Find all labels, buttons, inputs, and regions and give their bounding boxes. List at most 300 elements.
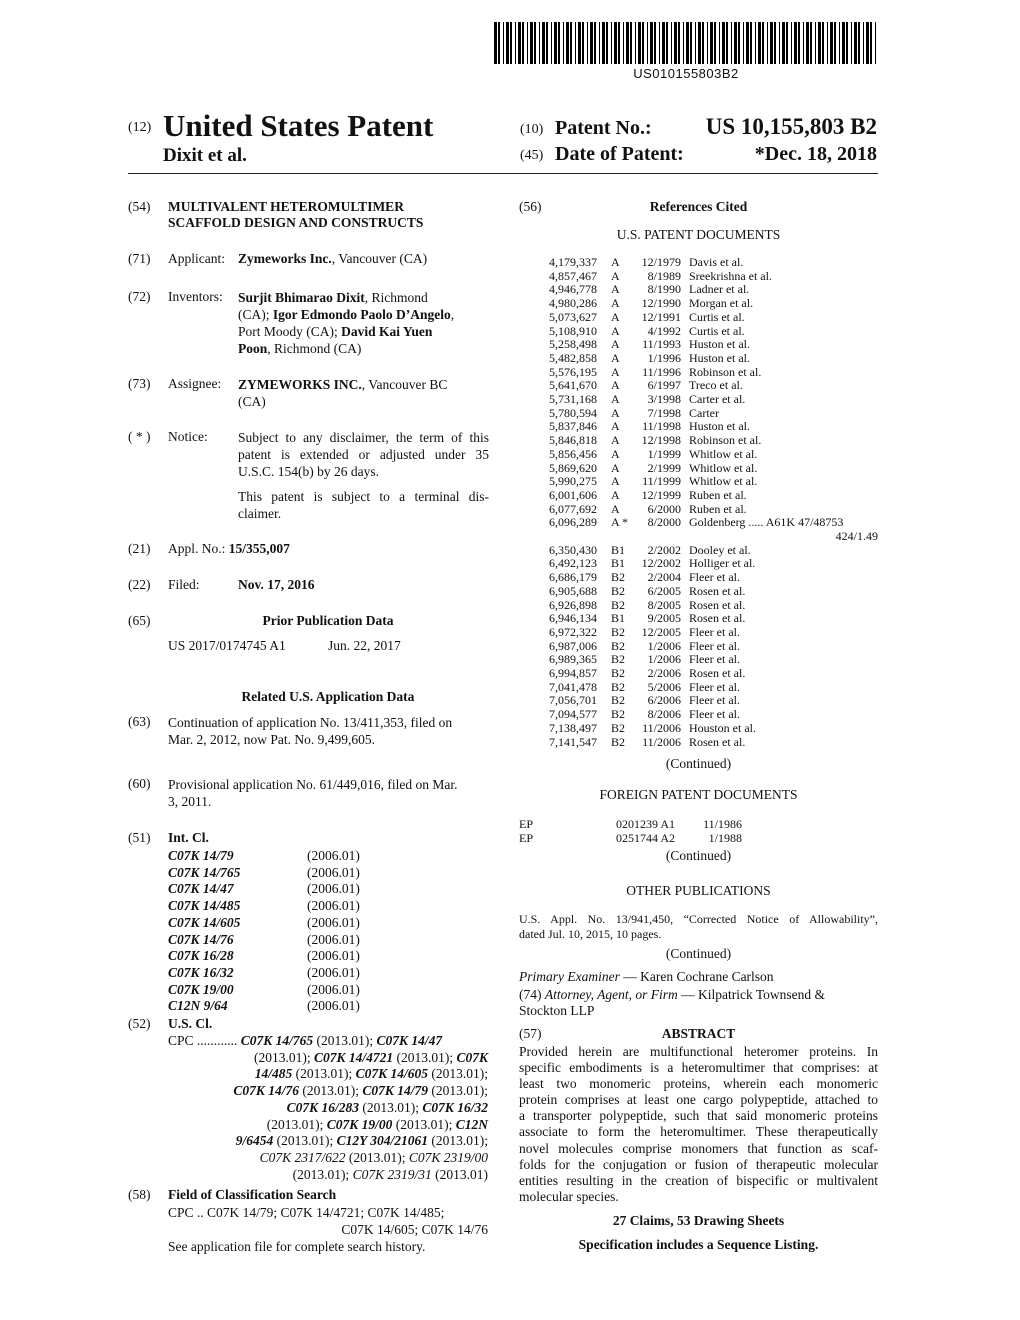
barcode-bar bbox=[870, 22, 872, 64]
barcode-bar bbox=[806, 22, 809, 64]
foreign-reference-c: EP bbox=[519, 817, 534, 831]
us-reference-row bbox=[549, 489, 889, 503]
barcode-bar bbox=[618, 22, 620, 64]
prior-pub-number: US 2017/0174745 A1 bbox=[168, 638, 286, 653]
inventor-2-loc: Port Moody (CA); bbox=[238, 324, 342, 339]
foreign-reference-no: 0201239 A1 bbox=[616, 817, 676, 831]
cpc-8-ver: (2013.01); bbox=[358, 1099, 423, 1115]
barcode-bar bbox=[863, 22, 864, 64]
cpc-7: C07K 14/79 bbox=[362, 1083, 428, 1099]
abstract-text bbox=[519, 1044, 878, 1205]
us-reference-k: B1 bbox=[611, 542, 626, 557]
us-reference-no: 6,686,179 bbox=[549, 570, 597, 585]
us-reference-k: A bbox=[611, 474, 620, 489]
filed-date: Nov. 17, 2016 bbox=[238, 577, 315, 592]
us-reference-k: B1 bbox=[611, 611, 626, 626]
us-reference-row bbox=[549, 516, 889, 530]
us-reference-row bbox=[549, 626, 889, 640]
barcode-bar bbox=[602, 22, 605, 64]
us-reference-date: 2/1999 bbox=[647, 460, 681, 475]
us-reference-date: 12/1979 bbox=[641, 255, 681, 269]
cpc-1: C07K 14/765 bbox=[240, 1033, 314, 1048]
cpc-2: C07K 14/47 bbox=[376, 1033, 443, 1048]
barcode-bar bbox=[638, 22, 641, 64]
int-cl-class: C07K 14/47 bbox=[168, 881, 234, 897]
prior-pub-date: Jun. 22, 2017 bbox=[328, 638, 401, 653]
us-reference-name: Holliger et al. bbox=[689, 556, 756, 571]
us-reference-date: 8/2000 bbox=[647, 515, 681, 530]
us-reference-no: 5,482,858 bbox=[549, 350, 597, 365]
applicant-name: Zymeworks Inc. bbox=[238, 251, 332, 266]
us-reference-no: 4,946,778 bbox=[549, 282, 597, 297]
us-reference-row bbox=[549, 612, 889, 626]
us-reference-k: A bbox=[611, 487, 620, 502]
us-reference-no: 6,989,365 bbox=[549, 652, 597, 667]
barcode-bar bbox=[674, 22, 677, 64]
header-rule bbox=[128, 173, 878, 174]
provisional-line-2: 3, 2011. bbox=[168, 794, 212, 809]
barcode-bar bbox=[522, 22, 524, 64]
us-reference-row bbox=[549, 640, 889, 654]
us-reference-name: Dooley et al. bbox=[689, 542, 751, 557]
cpc-3: C07K 14/4721 bbox=[313, 1049, 394, 1065]
related-heading: Related U.S. Application Data bbox=[241, 689, 415, 704]
abstract-line: a transporter polypeptide, such that said monomeric proteins bbox=[519, 1108, 878, 1124]
int-cl-class: C07K 16/32 bbox=[168, 964, 234, 980]
inventors-short: Dixit et al. bbox=[163, 145, 247, 166]
barcode-bar bbox=[866, 22, 869, 64]
barcode-bar bbox=[743, 22, 744, 64]
barcode-bar bbox=[846, 22, 848, 64]
us-reference-name: Ruben et al. bbox=[689, 487, 747, 502]
barcode-bar bbox=[734, 22, 737, 64]
us-reference-no: 7,041,478 bbox=[549, 679, 597, 694]
filed-label: Filed: bbox=[168, 577, 200, 592]
foreign-reference-date: 1/1988 bbox=[708, 830, 742, 845]
us-reference-name: Whitlow et al. bbox=[689, 460, 758, 475]
us-reference-no: 6,001,606 bbox=[549, 487, 597, 502]
us-reference-row bbox=[549, 667, 889, 681]
cpc-14-ver: (2013.01); bbox=[292, 1166, 353, 1182]
cpc-11-ver: (2013.01); bbox=[273, 1133, 337, 1149]
barcode-bar bbox=[515, 22, 516, 64]
provisional bbox=[168, 776, 457, 810]
barcode-bar bbox=[746, 22, 749, 64]
abstract-line: Provided herein are multifunctional heteromer proteins. In bbox=[519, 1044, 878, 1059]
code-51: (51) bbox=[128, 830, 151, 845]
us-reference-k: B2 bbox=[611, 652, 626, 667]
other-continued: (Continued) bbox=[665, 946, 732, 961]
cpc-3-ver: (2013.01); bbox=[393, 1049, 457, 1065]
us-reference-row bbox=[549, 571, 889, 585]
us-cl-heading: U.S. Cl. bbox=[168, 1016, 213, 1031]
abstract-line: least two monomeric proteins, wherein each monomeric bbox=[519, 1076, 878, 1092]
barcode-bar bbox=[551, 22, 552, 64]
us-reference-date: 12/1990 bbox=[641, 296, 681, 311]
us-reference-no: 6,926,898 bbox=[549, 597, 597, 612]
barcode-bar bbox=[782, 22, 785, 64]
us-reference-no: 5,780,594 bbox=[549, 405, 597, 420]
us-reference-no: 5,576,195 bbox=[549, 364, 597, 379]
us-reference-row bbox=[549, 475, 889, 489]
barcode-bar bbox=[558, 22, 560, 64]
barcode-bar bbox=[779, 22, 780, 64]
barcode-bar bbox=[686, 22, 689, 64]
us-reference-name: Huston et al. bbox=[689, 350, 750, 365]
us-reference-k: A * bbox=[611, 515, 629, 530]
field-search-line-3: See application file for complete search history. bbox=[168, 1239, 426, 1254]
us-reference-row bbox=[549, 270, 889, 284]
cpc-6-ver: (2013.01); bbox=[298, 1083, 363, 1099]
us-reference-no: 5,108,910 bbox=[549, 323, 597, 338]
inventor-1-country: (CA); bbox=[238, 307, 273, 322]
us-reference-row bbox=[549, 599, 889, 613]
us-reference-name: Whitlow et al. bbox=[689, 446, 758, 461]
us-reference-row bbox=[549, 297, 889, 311]
us-reference-row bbox=[549, 722, 889, 736]
cpc-11a: C12N bbox=[455, 1116, 488, 1132]
us-reference-k: B2 bbox=[611, 720, 626, 735]
cpc-12-ver: (2013.01); bbox=[428, 1133, 488, 1149]
us-reference-k: A bbox=[611, 309, 620, 324]
us-reference-name: Whitlow et al. bbox=[689, 474, 758, 489]
us-reference-date: 2/2004 bbox=[647, 570, 681, 585]
other-pub-line-2: dated Jul. 10, 2015, 10 pages. bbox=[519, 927, 662, 941]
us-reference-k: B2 bbox=[611, 693, 626, 708]
us-reference-date: 9/2005 bbox=[647, 611, 681, 626]
cpc-13: C07K 2317/622 bbox=[259, 1149, 346, 1165]
patent-number: US 10,155,803 B2 bbox=[705, 114, 877, 139]
us-reference-date: 1/2006 bbox=[647, 652, 681, 667]
barcode bbox=[494, 22, 878, 64]
examiner-name: — Karen Cochrane Carlson bbox=[619, 969, 774, 984]
code-12: (12) bbox=[128, 120, 152, 135]
barcode-bar bbox=[839, 22, 840, 64]
us-reference-row bbox=[549, 708, 889, 722]
us-reference-name: Carter et al. bbox=[689, 392, 746, 406]
barcode-bar bbox=[750, 22, 752, 64]
us-reference-no: 6,077,692 bbox=[549, 501, 597, 516]
us-reference-name: Ruben et al. bbox=[689, 501, 747, 516]
us-reference-name: Rosen et al. bbox=[689, 597, 746, 612]
barcode-bar bbox=[623, 22, 624, 64]
barcode-bar bbox=[527, 22, 528, 64]
field-search-line-2: C07K 14/605; C07K 14/76 bbox=[341, 1222, 488, 1237]
primary-examiner bbox=[519, 969, 774, 985]
us-docs-heading: U.S. PATENT DOCUMENTS bbox=[616, 227, 781, 242]
references-heading: References Cited bbox=[649, 199, 748, 214]
barcode-bar bbox=[762, 22, 764, 64]
barcode-bar bbox=[767, 22, 768, 64]
barcode-bar bbox=[506, 22, 509, 64]
us-reference-date: 12/2005 bbox=[641, 624, 681, 639]
cpc-4a: C07K bbox=[456, 1049, 488, 1065]
inventor-2: Igor Edmondo Paolo D’Angelo bbox=[272, 307, 451, 322]
us-reference-row bbox=[549, 681, 889, 695]
us-reference-date: 6/2006 bbox=[647, 693, 681, 708]
inventors bbox=[238, 289, 454, 357]
cpc-6: C07K 14/76 bbox=[233, 1083, 299, 1099]
us-reference-k: A bbox=[611, 268, 620, 283]
inventor-2-comma: , bbox=[450, 307, 455, 322]
us-reference-name: Curtis et al. bbox=[689, 323, 745, 338]
us-reference-k: A bbox=[611, 446, 620, 461]
code-71: (71) bbox=[128, 251, 151, 266]
assignee-country: (CA) bbox=[238, 394, 266, 409]
barcode-bar bbox=[587, 22, 588, 64]
us-reference-date: 8/2006 bbox=[647, 707, 681, 722]
barcode-bar bbox=[498, 22, 500, 64]
us-reference-row bbox=[549, 393, 889, 407]
us-reference-date: 12/1999 bbox=[641, 487, 681, 502]
notice-line-5: claimer. bbox=[238, 506, 282, 521]
code-54: (54) bbox=[128, 199, 151, 214]
abstract-line: associate to form the heteromultimer. These therapeutically bbox=[519, 1124, 878, 1140]
barcode-bar bbox=[570, 22, 572, 64]
barcode-bar bbox=[582, 22, 584, 64]
barcode-bar bbox=[719, 22, 720, 64]
barcode-bar bbox=[659, 22, 660, 64]
us-refs-continued: (Continued) bbox=[665, 756, 732, 771]
us-reference-k: B2 bbox=[611, 597, 626, 612]
cpc-2-ver: (2013.01); bbox=[253, 1049, 314, 1065]
barcode-bar bbox=[635, 22, 636, 64]
us-reference-date: 3/1998 bbox=[647, 392, 681, 406]
us-reference-row bbox=[549, 338, 889, 352]
int-cl-version: (2006.01) bbox=[307, 964, 360, 980]
barcode-bar bbox=[542, 22, 545, 64]
continuation bbox=[168, 714, 452, 748]
foreign-continued: (Continued) bbox=[665, 848, 732, 863]
barcode-bar bbox=[546, 22, 548, 64]
barcode-bar bbox=[590, 22, 593, 64]
barcode-bar bbox=[563, 22, 564, 64]
us-reference-name: Treco et al. bbox=[689, 378, 743, 393]
us-reference-date: 7/1998 bbox=[647, 405, 681, 420]
barcode-bar bbox=[614, 22, 617, 64]
inventor-3: David Kai Yuen bbox=[341, 324, 433, 339]
barcode-bar bbox=[626, 22, 629, 64]
us-reference-no: 5,990,275 bbox=[549, 474, 597, 489]
us-reference-k: B2 bbox=[611, 666, 626, 680]
us-reference-row bbox=[549, 503, 889, 517]
barcode-bar bbox=[854, 22, 857, 64]
us-reference-k: A bbox=[611, 460, 620, 475]
us-reference-class: 424/1.49 bbox=[835, 529, 878, 543]
barcode-bar bbox=[875, 22, 876, 64]
us-reference-k: B2 bbox=[611, 638, 626, 653]
us-reference-name: Fleer et al. bbox=[689, 652, 740, 667]
barcode-bar bbox=[758, 22, 761, 64]
us-reference-date: 11/1993 bbox=[642, 337, 681, 352]
us-reference-no: 4,857,467 bbox=[549, 268, 597, 283]
barcode-bar bbox=[786, 22, 788, 64]
barcode-bar bbox=[534, 22, 536, 64]
barcode-bar bbox=[714, 22, 716, 64]
patent-date: *Dec. 18, 2018 bbox=[754, 143, 877, 165]
code-notice: ( * ) bbox=[128, 429, 151, 444]
us-reference-date: 8/2005 bbox=[647, 597, 681, 612]
barcode-bar bbox=[630, 22, 632, 64]
barcode-bar bbox=[494, 22, 497, 64]
barcode-bar bbox=[578, 22, 581, 64]
us-reference-row bbox=[836, 530, 878, 544]
foreign-reference-c: EP bbox=[519, 830, 534, 845]
us-reference-name: Curtis et al. bbox=[689, 309, 745, 324]
abstract-line: protein comprises at least one cargo polypeptide, attached to bbox=[519, 1092, 878, 1108]
us-reference-no: 6,492,123 bbox=[549, 556, 597, 571]
barcode-bar bbox=[690, 22, 692, 64]
code-45: (45) bbox=[520, 148, 544, 163]
barcode-bar bbox=[818, 22, 821, 64]
us-reference-k: A bbox=[611, 501, 620, 516]
appl-no-value: 15/355,007 bbox=[228, 541, 290, 556]
barcode-bar bbox=[666, 22, 668, 64]
us-reference-name: Robinson et al. bbox=[689, 364, 762, 379]
us-reference-name: Huston et al. bbox=[689, 337, 750, 352]
us-reference-k: B2 bbox=[611, 583, 626, 598]
us-reference-name: Huston et al. bbox=[689, 419, 750, 434]
barcode-bar bbox=[539, 22, 540, 64]
int-cl-class: C07K 14/79 bbox=[168, 848, 234, 863]
barcode-bar bbox=[810, 22, 812, 64]
us-reference-row bbox=[549, 352, 889, 366]
code-58: (58) bbox=[128, 1187, 151, 1202]
us-reference-k: A bbox=[611, 337, 620, 352]
us-reference-no: 6,350,430 bbox=[549, 542, 597, 557]
us-reference-date: 2/2002 bbox=[647, 542, 681, 557]
barcode-bar bbox=[510, 22, 512, 64]
barcode-bar bbox=[518, 22, 521, 64]
us-reference-name: Robinson et al. bbox=[689, 433, 762, 448]
abstract-heading: ABSTRACT bbox=[661, 1026, 736, 1041]
us-reference-no: 7,056,701 bbox=[549, 693, 597, 708]
us-reference-no: 5,837,846 bbox=[549, 419, 597, 434]
cpc-10: C07K 19/00 bbox=[326, 1116, 393, 1132]
int-cl-version: (2006.01) bbox=[307, 864, 360, 880]
us-reference-name: Rosen et al. bbox=[689, 666, 746, 680]
us-reference-k: A bbox=[611, 433, 620, 448]
title-line-2: SCAFFOLD DESIGN AND CONSTRUCTS bbox=[168, 215, 424, 230]
code-60: (60) bbox=[128, 776, 151, 791]
int-cl-version: (2006.01) bbox=[307, 881, 360, 897]
us-reference-k: A bbox=[611, 350, 620, 365]
notice-line-3: U.S.C. 154(b) by 26 days. bbox=[238, 464, 379, 479]
us-reference-k: B2 bbox=[611, 679, 626, 694]
assignee-name: ZYMEWORKS INC. bbox=[238, 377, 362, 392]
us-reference-k: A bbox=[611, 282, 620, 297]
us-reference-name: Fleer et al. bbox=[689, 693, 740, 708]
us-reference-row bbox=[549, 557, 889, 571]
us-reference-date: 1/1996 bbox=[647, 350, 681, 365]
cpc-13-ver: (2013.01); bbox=[345, 1149, 409, 1165]
us-reference-date: 8/1989 bbox=[647, 268, 681, 283]
barcode-bar bbox=[654, 22, 656, 64]
us-reference-name: Morgan et al. bbox=[689, 296, 754, 311]
us-reference-date: 4/1992 bbox=[647, 323, 681, 338]
patent-no-label: Patent No.: bbox=[555, 117, 652, 139]
us-reference-name: Goldenberg ..... A61K 47/48753 bbox=[689, 515, 844, 530]
us-reference-date: 11/1998 bbox=[642, 419, 681, 434]
code-21: (21) bbox=[128, 541, 151, 556]
barcode-bar bbox=[594, 22, 596, 64]
us-reference-row bbox=[549, 420, 889, 434]
barcode-bar bbox=[834, 22, 836, 64]
foreign-reference-row bbox=[519, 832, 742, 846]
int-cl-class: C07K 19/00 bbox=[168, 981, 234, 997]
us-reference-name: Fleer et al. bbox=[689, 570, 740, 585]
examiner-label: Primary Examiner bbox=[519, 969, 620, 984]
us-reference-no: 5,641,670 bbox=[549, 378, 597, 393]
us-reference-date: 6/1997 bbox=[647, 378, 681, 393]
us-reference-k: A bbox=[611, 323, 620, 338]
barcode-bar bbox=[822, 22, 824, 64]
barcode-bar bbox=[770, 22, 773, 64]
code-10: (10) bbox=[520, 122, 544, 137]
us-reference-row bbox=[549, 434, 889, 448]
us-reference-no: 5,846,818 bbox=[549, 433, 597, 448]
int-cl-class: C07K 14/605 bbox=[168, 914, 241, 930]
us-reference-row bbox=[549, 311, 889, 325]
foreign-reference-date: 11/1986 bbox=[703, 817, 742, 831]
barcode-bar bbox=[774, 22, 776, 64]
barcode-bar bbox=[707, 22, 708, 64]
barcode-bar bbox=[650, 22, 653, 64]
us-reference-name: Carter bbox=[689, 405, 719, 420]
appl-no-label: Appl. No.: bbox=[168, 541, 226, 556]
barcode-bar bbox=[575, 22, 576, 64]
cpc-8: C07K 16/283 bbox=[286, 1099, 359, 1115]
other-pub-line-1: U.S. Appl. No. 13/941,450, “Corrected Notice of Allowability”, bbox=[519, 912, 878, 926]
inventor-1: Surjit Bhimarao Dixit bbox=[238, 290, 365, 305]
us-reference-k: B1 bbox=[611, 556, 626, 571]
barcode-bar bbox=[678, 22, 680, 64]
barcode-bar bbox=[642, 22, 644, 64]
cpc-4-ver: (2013.01); bbox=[292, 1066, 356, 1082]
cpc-12: C12Y 304/21061 bbox=[336, 1133, 428, 1149]
barcode-bar bbox=[755, 22, 756, 64]
attorney-name-2: Stockton LLP bbox=[519, 1003, 595, 1018]
us-reference-date: 8/1990 bbox=[647, 282, 681, 297]
barcode-bar bbox=[710, 22, 713, 64]
code-63: (63) bbox=[128, 714, 151, 729]
document-type: United States Patent bbox=[163, 108, 434, 143]
cpc-1-ver: (2013.01); bbox=[313, 1033, 377, 1048]
assignee-label: Assignee: bbox=[168, 376, 222, 391]
notice-line-1: Subject to any disclaimer, the term of this bbox=[238, 430, 489, 445]
us-reference-date: 6/2005 bbox=[647, 583, 681, 598]
barcode-bar bbox=[503, 22, 504, 64]
cpc-15-ver: (2013.01) bbox=[431, 1166, 488, 1182]
barcode-bar bbox=[695, 22, 696, 64]
us-reference-date: 2/2006 bbox=[647, 666, 681, 680]
cpc-label: CPC ............ bbox=[168, 1033, 238, 1048]
us-reference-date: 11/1999 bbox=[642, 474, 681, 489]
continuation-line-1: Continuation of application No. 13/411,353, filed on bbox=[168, 715, 453, 730]
us-reference-row bbox=[549, 407, 889, 421]
us-reference-k: A bbox=[611, 255, 620, 269]
field-search-heading: Field of Classification Search bbox=[168, 1187, 337, 1202]
us-reference-name: Fleer et al. bbox=[689, 624, 740, 639]
code-52: (52) bbox=[128, 1016, 151, 1031]
int-cl-class: C07K 16/28 bbox=[168, 948, 234, 964]
foreign-reference-no: 0251744 A2 bbox=[616, 830, 676, 845]
barcode-bar bbox=[830, 22, 833, 64]
attorney-code: (74) bbox=[519, 987, 545, 1002]
int-cl-heading: Int. Cl. bbox=[168, 830, 209, 845]
us-reference-row bbox=[549, 736, 889, 750]
title bbox=[168, 199, 423, 231]
